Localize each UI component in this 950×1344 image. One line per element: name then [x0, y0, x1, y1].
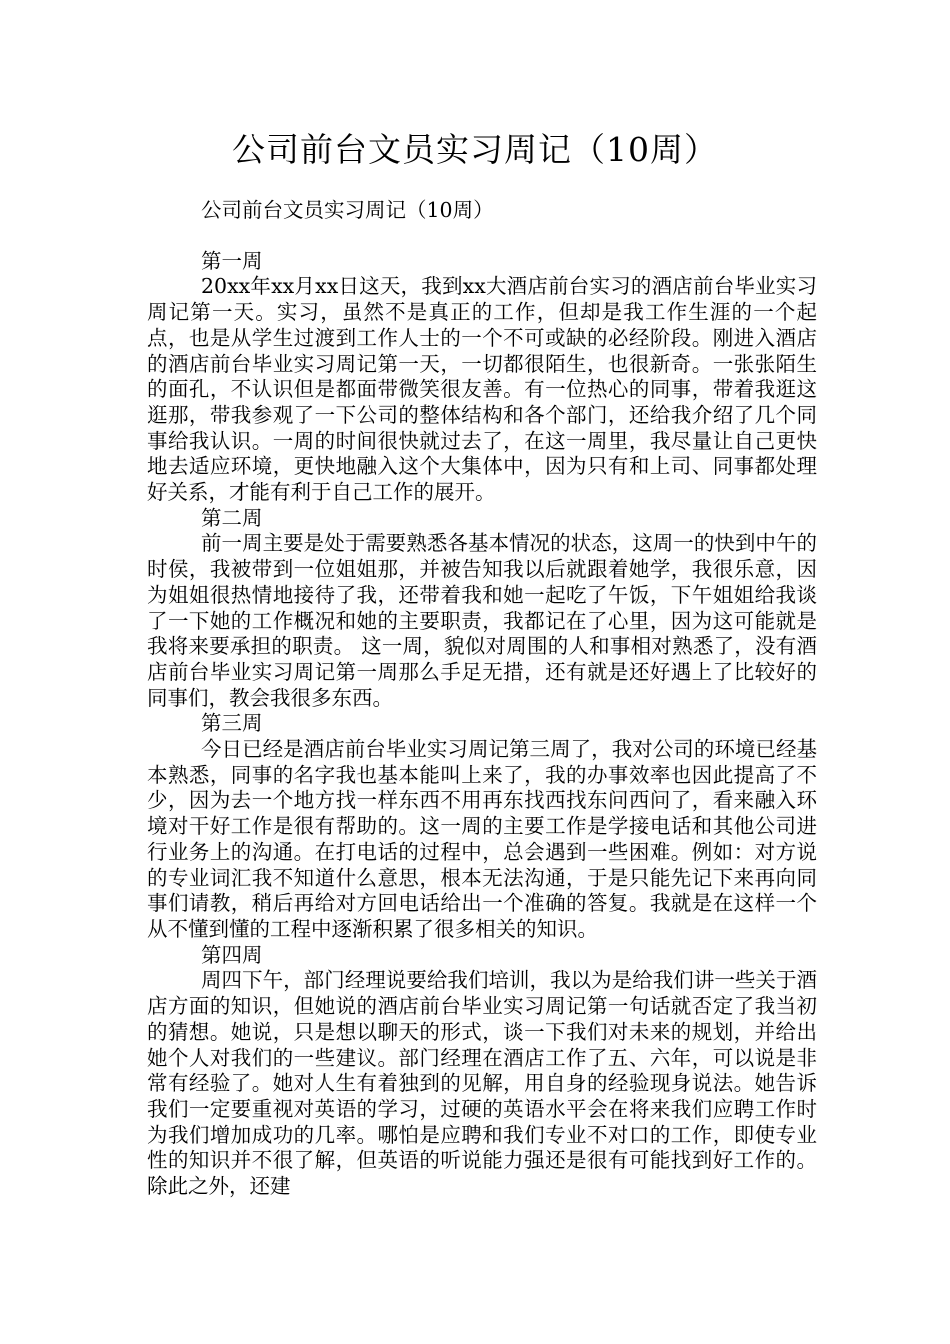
- heading-week-4: 第四周: [201, 942, 263, 967]
- paragraph-week-4: 周四下午，部门经理说要给我们培训，我以为是给我们讲一些关于酒店方面的知识，但她说的酒店前台毕业实习周记第一句话就否定了我当初的猜想。她说，只是想以聊天的形式，谈一下我们对未来的规划，并给出她个人对我们的一些建议。部门经理在酒店工作了五、六年，可以说是非常有经验了。她对人生有着独到的见解，用自身的经验现身说法。她告诉我们一定要重视对英语的学习，过硬的英语水平会在将来我们应聘工作时为我们增加成功的几率。哪怕是应聘和我们专业不对口的工作，即使专业性的知识并不很了解，但英语的听说能力强还是很有可能找到好工作的。除此之外，还建: [147, 968, 817, 1199]
- heading-week-3: 第三周: [201, 711, 263, 736]
- heading-week-2: 第二周: [201, 505, 263, 530]
- paragraph-week-3: 今日已经是酒店前台毕业实习周记第三周了，我对公司的环境已经基本熟悉，同事的名字我也基本能叫上来了，我的办事效率也因此提高了不少，因为去一个地方找一样东西不用再东找西找东问西问了，看来融入环境对干好工作是很有帮助的。这一周的主要工作是学接电话和其他公司进行业务上的沟通。在打电话的过程中，总会遇到一些困难。例如：对方说的专业词汇我不知道什么意思，根本无法沟通，于是只能先记下来再向同事们请教，稍后再给对方回电话给出一个准确的答复。我就是在这样一个从不懂到懂的工程中逐渐积累了很多相关的知识。: [147, 737, 817, 941]
- document-body: [147, 198, 817, 1200]
- paragraph-week-2: 前一周主要是处于需要熟悉各基本情况的状态，这周一的快到中午的时侯，我被带到一位姐姐那，并被告知我以后就跟着她学，我很乐意，因为姐姐很热情地接待了我，还带着我和她一起吃了午饭，下午姐姐给我谈了一下她的工作概况和她的主要职责，我都记在了心里，因为这可能就是我将来要承担的职责。 这一周，貌似对周围的人和事相对熟悉了，没有酒店前台毕业实习周记第一周那么手足无措，还有就是还好遇上了比较好的同事们，教会我很多东西。: [147, 531, 817, 710]
- heading-week-1: 第一周: [201, 248, 263, 273]
- document-title: 公司前台文员实习周记（10周）: [232, 130, 718, 169]
- paragraph-week-1: 20xx年xx月xx日这天，我到xx大酒店前台实习的酒店前台毕业实习周记第一天。实习，虽然不是真正的工作，但却是我工作生涯的一个起点，也是从学生过渡到工作人士的一个不可或缺的必经阶段。刚进入酒店的酒店前台毕业实习周记第一天，一切都很陌生，也很新奇。一张张陌生的面孔，不认识但是都面带微笑很友善。有一位热心的同事，带着我逛这逛那，带我参观了一下公司的整体结构和各个部门，还给我介绍了几个同事给我认识。一周的时间很快就过去了，在这一周里，我尽量让自己更快地去适应环境，更快地融入这个大集体中，因为只有和上司、同事都处理好关系，才能有利于自己工作的展开。: [147, 274, 817, 505]
- document-subtitle: 公司前台文员实习周记（10周）: [201, 198, 494, 222]
